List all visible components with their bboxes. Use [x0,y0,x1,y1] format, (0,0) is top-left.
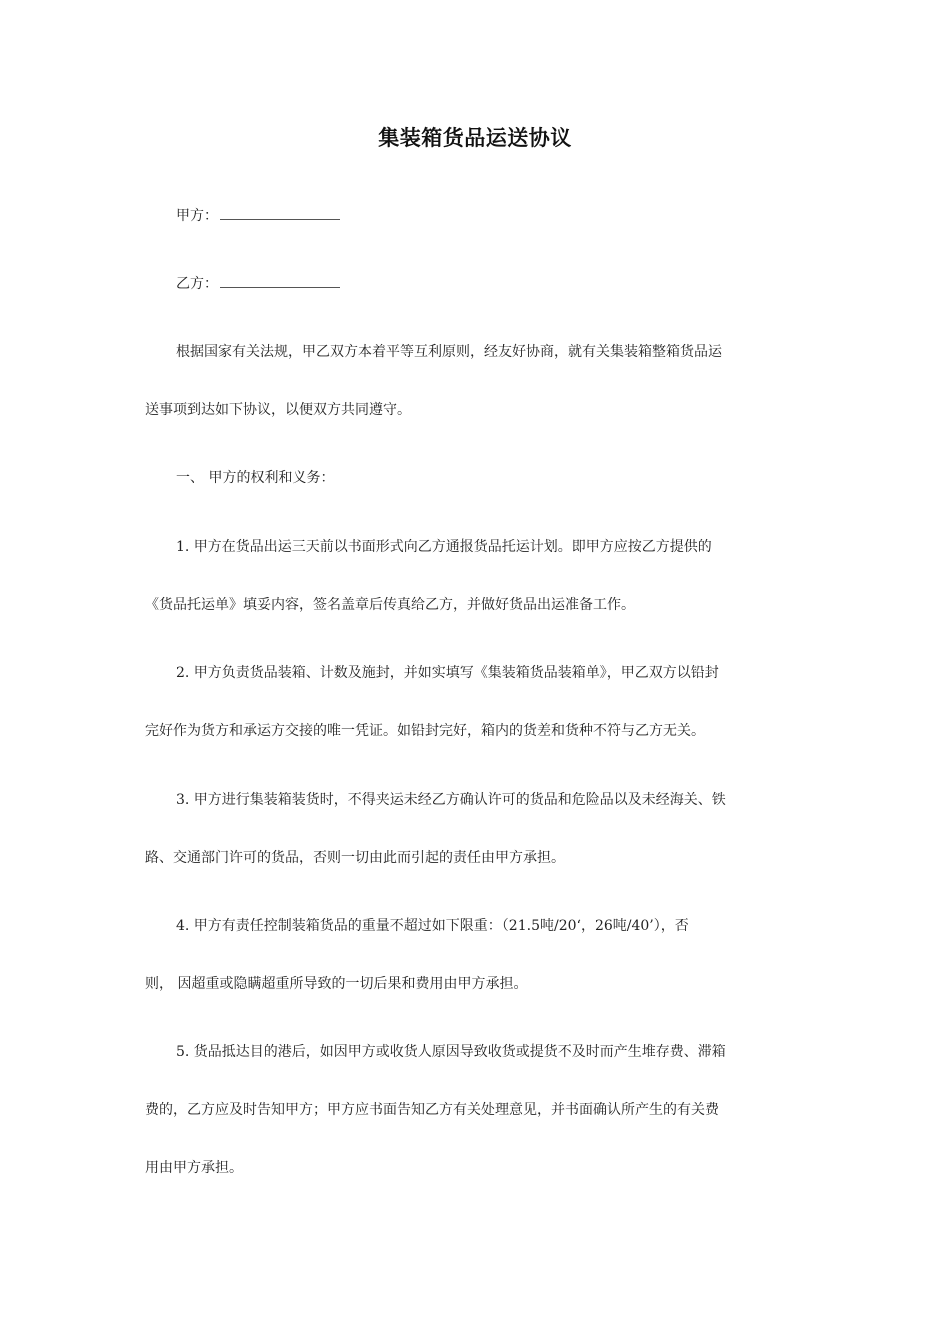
clause-line: 则， 因超重或隐瞒超重所导致的一切后果和费用由甲方承担。 [145,976,528,992]
clause-line: 路、交通部门许可的货品，否则一切由此而引起的责任由甲方承担。 [145,850,565,866]
clause-line: 2. 甲方负责货品装箱、计数及施封，并如实填写《集装箱货品装箱单》，甲乙双方以铅封 [176,665,719,681]
party-b-label: 乙方： [176,276,218,292]
party-a-blank [220,205,340,220]
clause-line: 费的，乙方应及时告知甲方；甲方应书面告知乙方有关处理意见，并书面确认所产生的有关费 [145,1102,719,1118]
party-b-line [176,273,340,294]
intro-line: 送事项到达如下协议，以便双方共同遵守。 [145,402,411,418]
document-title: 集装箱货品运送协议 [378,126,572,150]
party-b-blank [220,273,340,288]
clause-line: 5. 货品抵达目的港后，如因甲方或收货人原因导致收货或提货不及时而产生堆存费、滞箱 [176,1044,726,1060]
section-heading: 一、 甲方的权利和义务： [176,470,335,486]
intro-line: 根据国家有关法规，甲乙双方本着平等互利原则，经友好协商，就有关集装箱整箱货品运 [176,344,722,360]
clause-line: 1. 甲方在货品出运三天前以书面形式向乙方通报货品托运计划。即甲方应按乙方提供的 [176,539,712,555]
party-a-line [176,205,340,226]
clause-line: 用由甲方承担。 [145,1160,243,1176]
clause-line: 4. 甲方有责任控制装箱货品的重量不超过如下限重：（21.5吨/20‘，26吨/40’），否 [176,918,689,934]
clause-line: 完好作为货方和承运方交接的唯一凭证。如铅封完好，箱内的货差和货种不符与乙方无关。 [145,723,705,739]
party-a-label: 甲方： [176,208,218,224]
clause-line: 《货品托运单》填妥内容，签名盖章后传真给乙方，并做好货品出运准备工作。 [145,597,635,613]
clause-line: 3. 甲方进行集装箱装货时，不得夹运未经乙方确认许可的货品和危险品以及未经海关、铁 [176,792,726,808]
